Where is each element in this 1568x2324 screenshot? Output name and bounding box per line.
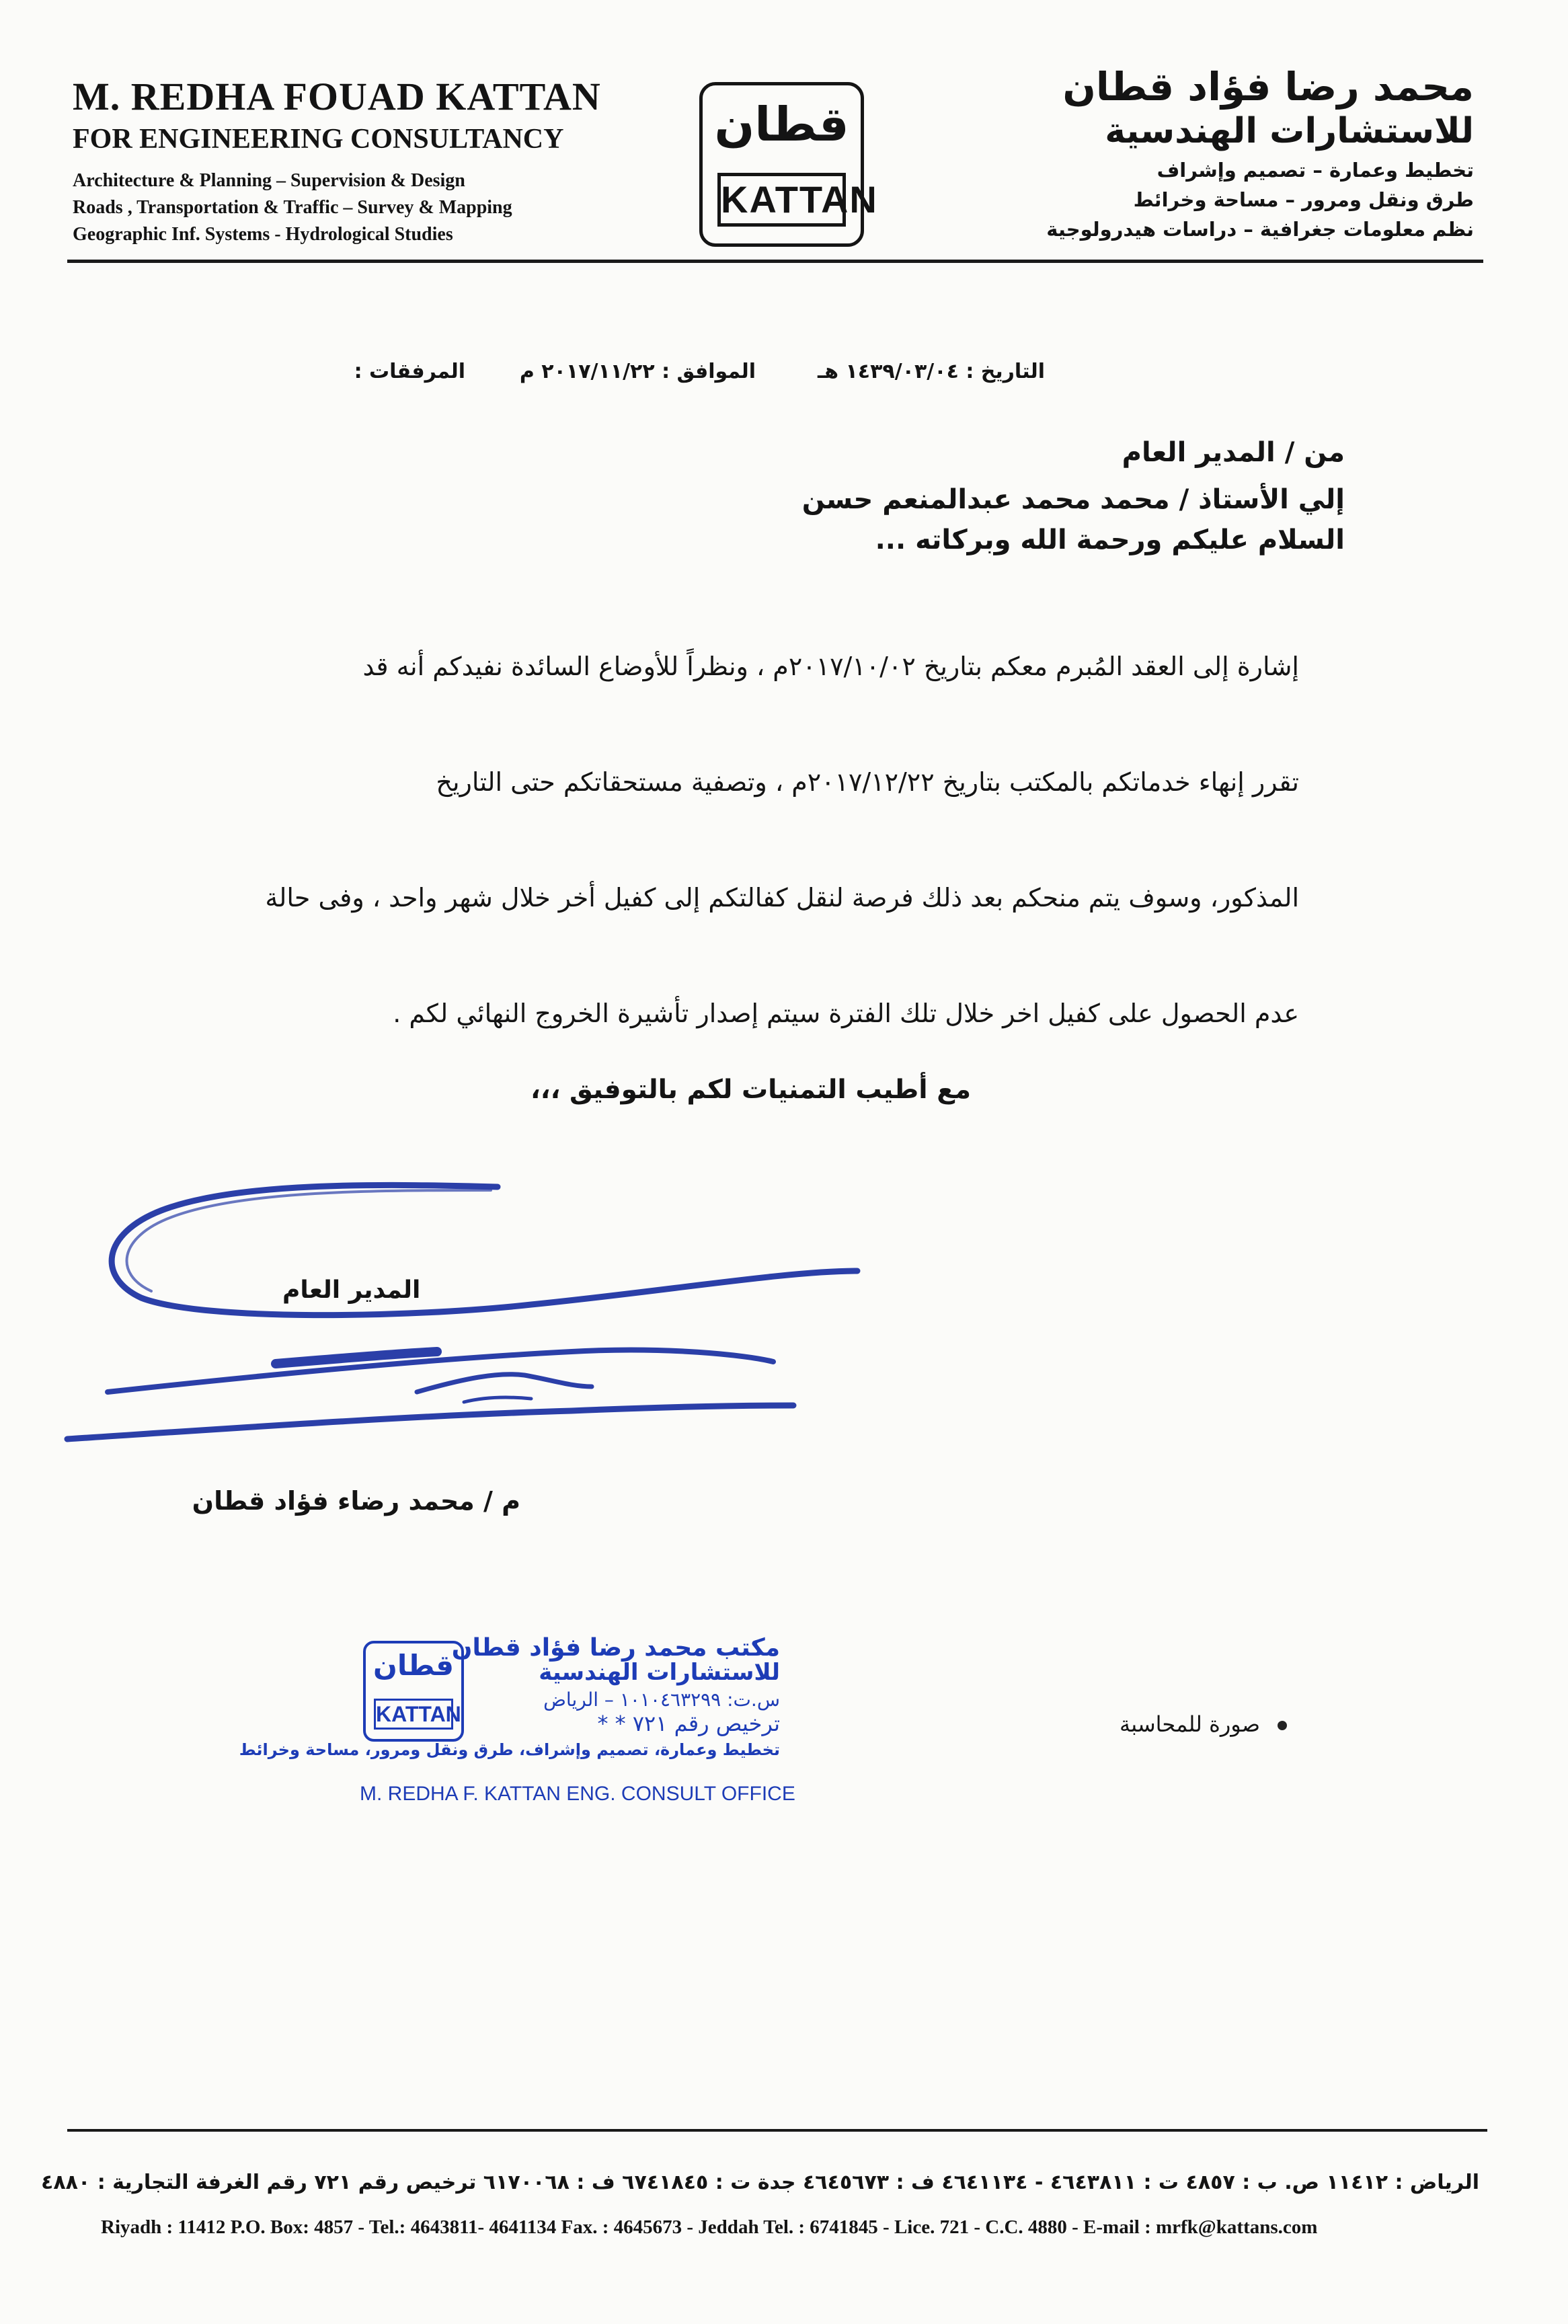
stamp-line-4: ترخيص رقم ٧٢١ * * [597, 1711, 780, 1736]
handwritten-signature [61, 1170, 935, 1466]
hijri-date: التاريخ : ١٤٣٩/٠٣/٠٤ هـ [817, 360, 1045, 383]
company-name-en: M. REDHA FOUAD KATTAN [73, 75, 601, 118]
cc-text: صورة للمحاسبة [1120, 1711, 1260, 1737]
stamp-logo-arabic: قطان [373, 1649, 455, 1682]
body-line-3: المذكور، وسوف يتم منحكم بعد ذلك فرصة لنقل كفالتكم إلى كفيل أخر خلال شهر واحد ، وفى حالة [265, 883, 1299, 913]
signatory-title: المدير العام [282, 1276, 421, 1304]
body-line-1: إشارة إلى العقد المُبرم معكم بتاريخ ٢٠١٧/١٠/٠٢م ، ونظراً للأوضاع السائدة نفيدكم أنه قد [362, 652, 1299, 681]
body-line-4: عدم الحصول على كفيل اخر خلال تلك الفترة سيتم إصدار تأشيرة الخروج النهائي لكم . [393, 999, 1299, 1028]
footer-contact-arabic: الرياض : ١١٤١٢ ص. ب : ٤٨٥٧ ت : ٤٦٤٣٨١١ - ٤٦٤١١٣٤ ف : ٤٦٤٥٦٧٣ جدة ت : ٦٧٤١٨٤٥ ف : ٦١٧٠٠٦٨ ترخيص رقم ٧٢١ رقم الغرفة التجارية : ٤٨٨٠ [41, 2171, 1479, 2194]
attachments-label: المرفقات : [354, 360, 465, 383]
logo-english-text: KATTAN [717, 173, 846, 227]
stamp-line-5: تخطيط وعمارة، تصميم وإشراف، طرق ونقل ومرور، مساحة وخرائط [239, 1740, 780, 1759]
from-line: من / المدير العام [1122, 437, 1345, 468]
company-subtitle-ar: للاستشارات الهندسية [1105, 111, 1474, 151]
company-name-ar: محمد رضا فؤاد قطان [1062, 64, 1474, 110]
cc-note [1120, 1711, 1287, 1737]
greeting-line: السلام عليكم ورحمة الله وبركاته ... [875, 525, 1345, 555]
letter-body [250, 609, 1299, 1071]
letterhead-english [73, 74, 611, 248]
stamp-logo-english: KATTAN [374, 1699, 453, 1730]
body-line-2: تقرر إنهاء خدماتكم بالمكتب بتاريخ ٢٠١٧/١٢/٢٢م ، وتصفية مستحقاتكم حتى التاريخ [436, 767, 1299, 797]
logo-arabic-text: قطان [714, 97, 849, 152]
services-line-3-en: Geographic Inf. Systems - Hydrological Studies [73, 224, 453, 245]
stamp-english-line: M. REDHA F. KATTAN ENG. CONSULT OFFICE [360, 1783, 795, 1805]
stamp-line-1: مكتب محمد رضا فؤاد قطان [451, 1634, 780, 1662]
services-line-2-en: Roads , Transportation & Traffic – Survey & Mapping [73, 197, 512, 218]
footer-divider [67, 2129, 1487, 2132]
header-divider [67, 260, 1483, 263]
stamp-line-2: للاستشارات الهندسية [539, 1659, 780, 1686]
services-line-1-ar: تخطيط وعمارة – تصميم وإشراف [1157, 159, 1474, 182]
kattan-logo [699, 82, 878, 247]
company-subtitle-en: FOR ENGINEERING CONSULTANCY [73, 124, 564, 155]
closing-line: مع أطيب التمنيات لكم بالتوفيق ،،، [530, 1075, 971, 1105]
bullet-icon [1278, 1721, 1287, 1730]
to-line: إلي الأستاذ / محمد محمد عبدالمنعم حسن [801, 484, 1345, 515]
services-line-2-ar: طرق ونقل ومرور – مساحة وخرائط [1133, 188, 1474, 211]
services-line-1-en: Architecture & Planning – Supervision & Design [73, 170, 465, 191]
stamp-line-3: س.ت: ١٠١٠٤٦٣٢٩٩ – الرياض [543, 1689, 780, 1711]
office-stamp [239, 1634, 780, 1759]
signatory-name: م / محمد رضاء فؤاد قطان [192, 1486, 520, 1516]
letterhead-arabic [943, 64, 1474, 244]
footer-contact-english: Riyadh : 11412 P.O. Box: 4857 - Tel.: 4643811- 4641134 Fax. : 4645673 - Jeddah Tel. : 6741845 - Lice. 721 - C.C. 4880 - E-mail : mrfk@kattans.com [101, 2216, 1318, 2238]
gregorian-date: الموافق : ٢٠١٧/١١/٢٢ م [519, 360, 756, 383]
services-line-3-ar: نظم معلومات جغرافية – دراسات هيدرولوجية [1046, 218, 1474, 241]
